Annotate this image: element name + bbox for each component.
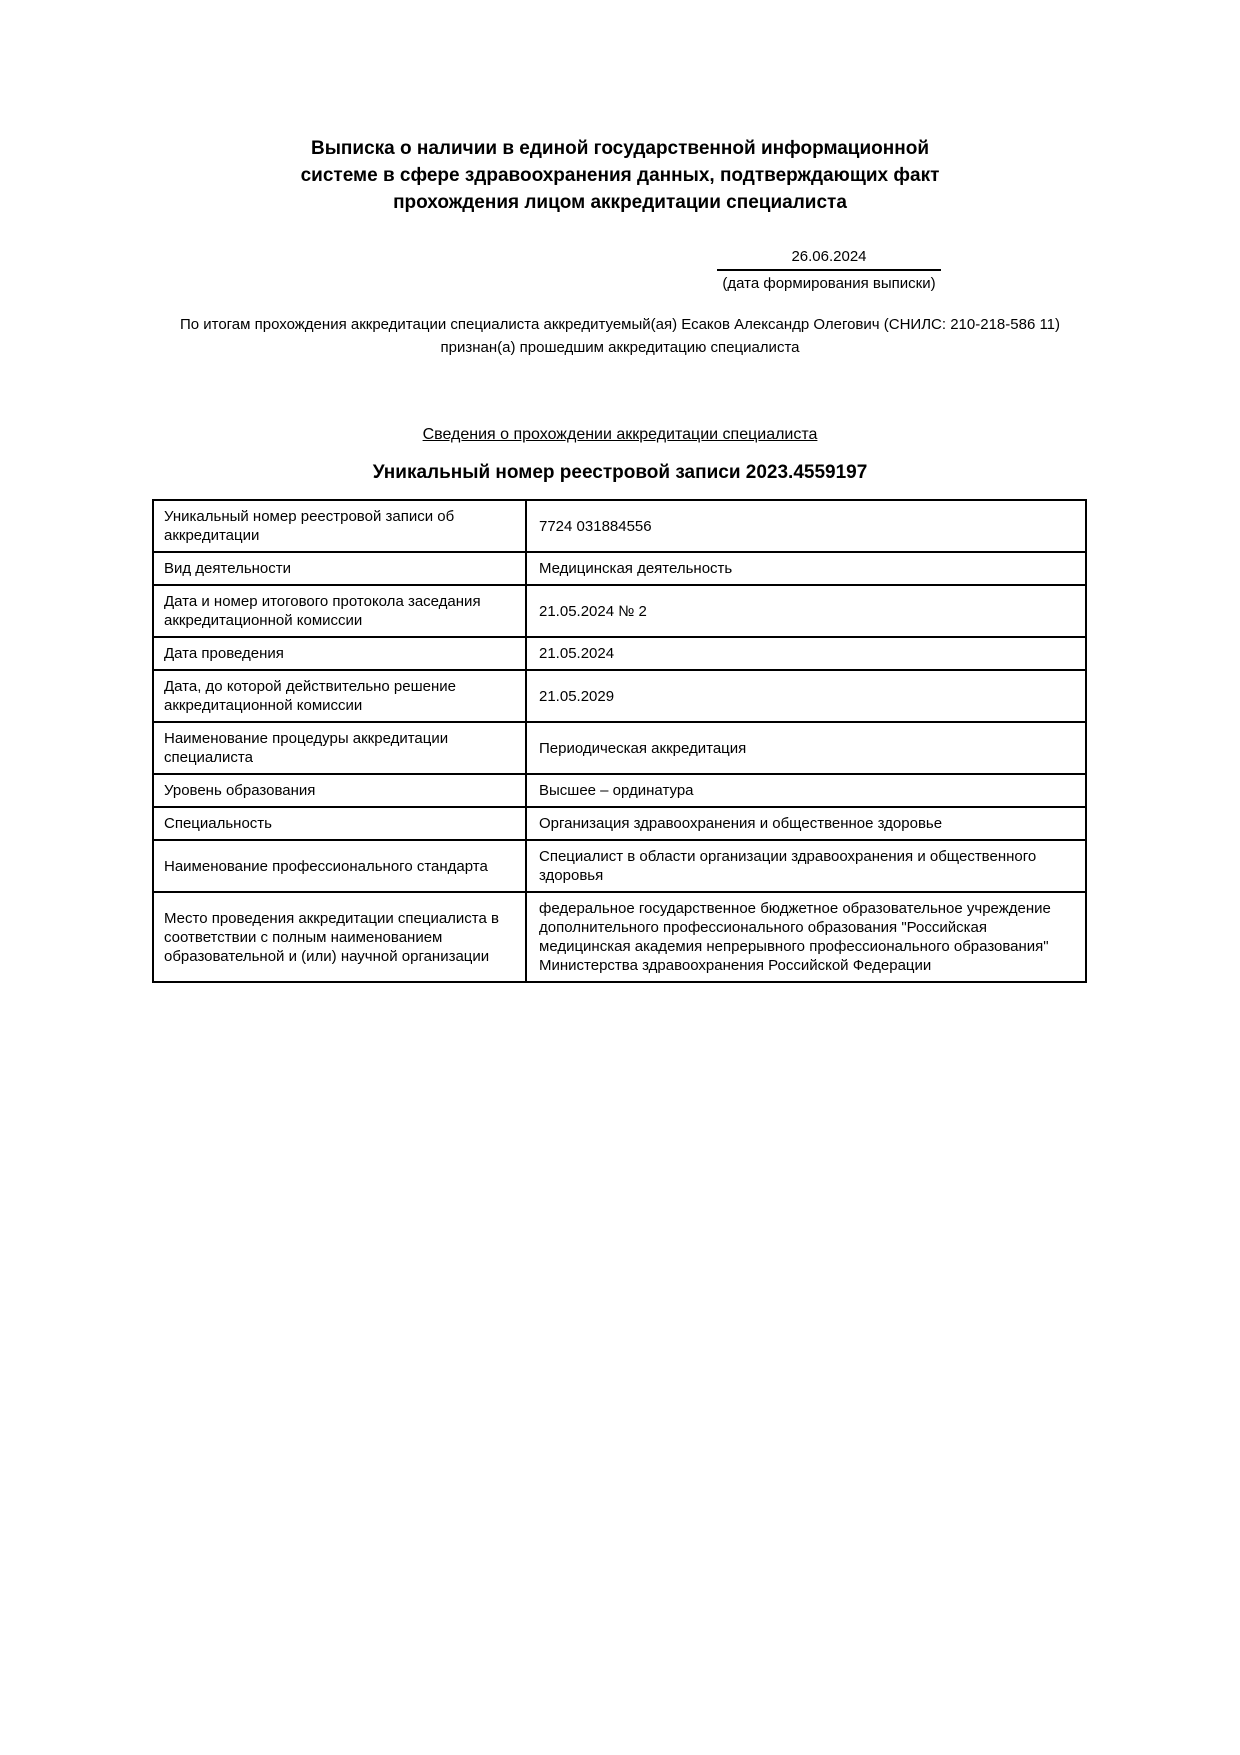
table-row — [153, 670, 1086, 722]
table-row — [153, 552, 1086, 585]
document-title-line: Выписка о наличии в единой государственной информационной — [310, 138, 930, 159]
table-row — [153, 840, 1086, 892]
row-value-cell: Периодическая аккредитация — [526, 722, 1086, 774]
row-label-cell: Специальность — [153, 807, 526, 840]
row-value-cell: 7724 031884556 — [526, 500, 1086, 552]
table-row — [153, 774, 1086, 807]
document-title-line: системе в сфере здравоохранения данных, подтверждающих факт — [300, 165, 940, 186]
row-label-cell: Дата проведения — [153, 637, 526, 670]
row-value-cell: Специалист в области организации здравоохранения и общественного здоровья — [526, 840, 1086, 892]
table-row — [153, 500, 1086, 552]
accreditation-result-line: По итогам прохождения аккредитации специалиста аккредитуемый(ая) Есаков Александр Олегович (СНИЛС: 210-218-586 11) — [179, 316, 1061, 333]
formation-date-value: 26.06.2024 — [717, 247, 941, 271]
table-row — [153, 807, 1086, 840]
accreditation-result-paragraph — [0, 313, 1240, 359]
table-row — [153, 892, 1086, 982]
row-label-cell: Наименование процедуры аккредитации специалиста — [153, 722, 526, 774]
row-value-cell: 21.05.2024 — [526, 637, 1086, 670]
row-label-cell: Уровень образования — [153, 774, 526, 807]
formation-date-caption: (дата формирования выписки) — [722, 275, 936, 292]
row-label-cell: Наименование профессионального стандарта — [153, 840, 526, 892]
table-row — [153, 722, 1086, 774]
accreditation-result-line: признан(а) прошедшим аккредитацию специалиста — [440, 339, 800, 356]
row-value-cell: 21.05.2024 № 2 — [526, 585, 1086, 637]
row-value-cell: 21.05.2029 — [526, 670, 1086, 722]
accreditation-details-table — [152, 499, 1087, 983]
row-label-cell: Дата, до которой действительно решение аккредитационной комиссии — [153, 670, 526, 722]
document-title — [0, 135, 1240, 216]
row-value-cell: Медицинская деятельность — [526, 552, 1086, 585]
row-value-cell: федеральное государственное бюджетное образовательное учреждение дополнительного профессионального образования "Российская медицинская академия непрерывного профессионального образования" Министерства здравоохранения Российской Федерации — [526, 892, 1086, 982]
table-row — [153, 585, 1086, 637]
registry-record-subtitle: Уникальный номер реестровой записи 2023.4559197 — [372, 462, 868, 483]
document-title-line: прохождения лицом аккредитации специалиста — [393, 192, 847, 213]
row-label-cell: Уникальный номер реестровой записи об аккредитации — [153, 500, 526, 552]
table-row — [153, 637, 1086, 670]
row-value-cell: Высшее – ординатура — [526, 774, 1086, 807]
row-label-cell: Место проведения аккредитации специалиста в соответствии с полным наименованием образовательной и (или) научной организации — [153, 892, 526, 982]
row-label-cell: Дата и номер итогового протокола заседания аккредитационной комиссии — [153, 585, 526, 637]
row-value-cell: Организация здравоохранения и общественное здоровье — [526, 807, 1086, 840]
formation-date-block — [717, 247, 941, 293]
section-heading: Сведения о прохождении аккредитации специалиста — [422, 426, 818, 443]
row-label-cell: Вид деятельности — [153, 552, 526, 585]
